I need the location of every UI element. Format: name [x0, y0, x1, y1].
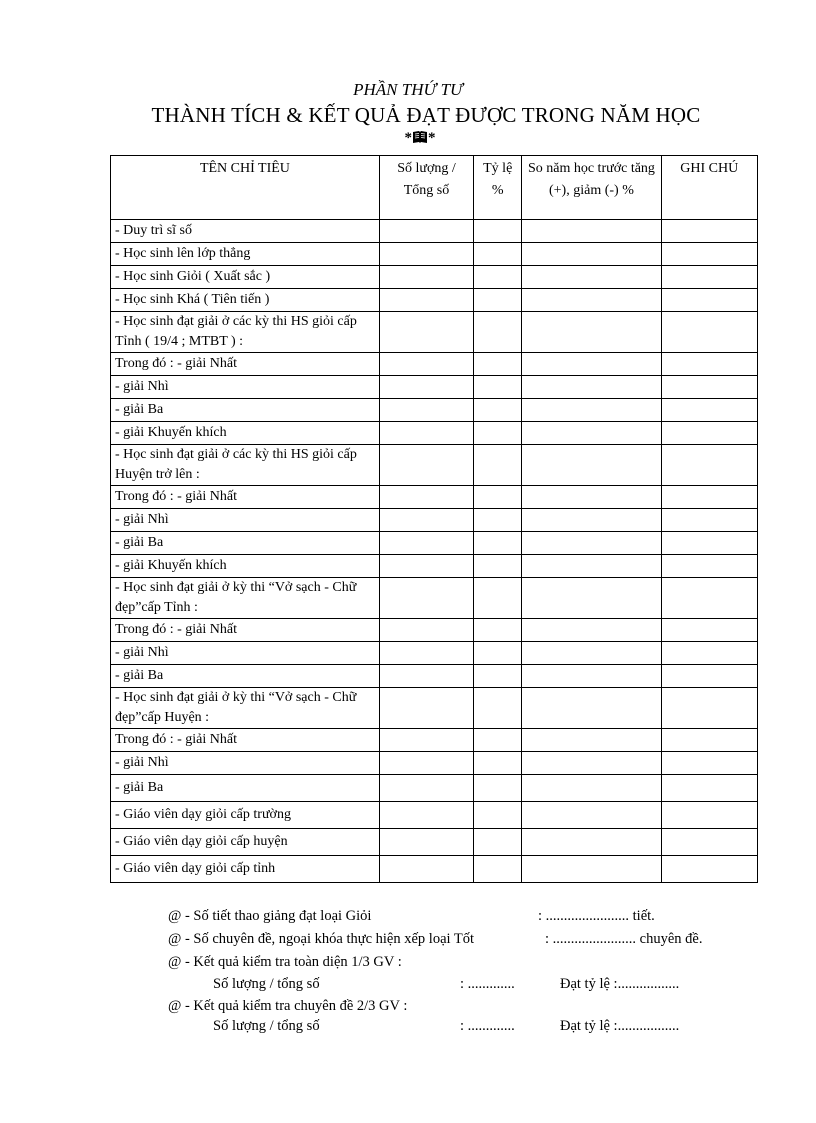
footer-line3-label: @ - Kết quả kiểm tra toàn diện 1/3 GV :	[168, 954, 402, 970]
compare-cell[interactable]	[522, 353, 661, 376]
row-label: Trong đó : - giải Nhất	[111, 353, 380, 376]
footer-line6-label: Số lượng / tổng số	[213, 1018, 320, 1034]
note-cell[interactable]	[661, 642, 757, 665]
rate-cell[interactable]	[474, 642, 522, 665]
row-label: - giải Nhì	[111, 642, 380, 665]
rate-cell[interactable]	[474, 532, 522, 555]
table-row	[111, 289, 758, 312]
note-cell[interactable]	[661, 578, 757, 619]
row-label: - giải Nhì	[111, 509, 380, 532]
quantity-cell[interactable]	[379, 729, 473, 752]
table-row	[111, 555, 758, 578]
rate-cell[interactable]	[474, 289, 522, 312]
rate-cell[interactable]	[474, 243, 522, 266]
compare-cell[interactable]	[522, 752, 661, 775]
table-row	[111, 578, 758, 619]
col-header-note: GHI CHÚ	[661, 156, 757, 220]
note-cell[interactable]	[661, 555, 757, 578]
compare-cell[interactable]	[522, 642, 661, 665]
footer-line4-rate[interactable]: Đạt tỷ lệ :.................	[560, 976, 680, 992]
compare-cell[interactable]	[522, 509, 661, 532]
rate-cell[interactable]	[474, 802, 522, 829]
rate-cell[interactable]	[474, 619, 522, 642]
compare-cell[interactable]	[522, 665, 661, 688]
table-row	[111, 486, 758, 509]
col-header-rate: Tỷ lệ %	[474, 156, 522, 220]
note-cell[interactable]	[661, 532, 757, 555]
quantity-cell[interactable]	[379, 422, 473, 445]
col-header-quantity: Số lượng / Tổng số	[379, 156, 473, 220]
rate-cell[interactable]	[474, 220, 522, 243]
note-cell[interactable]	[661, 802, 757, 829]
table-row	[111, 856, 758, 883]
note-cell[interactable]	[661, 399, 757, 422]
compare-cell[interactable]	[522, 856, 661, 883]
quantity-cell[interactable]	[379, 829, 473, 856]
table-body	[111, 220, 758, 883]
rate-cell[interactable]	[474, 829, 522, 856]
col-header-compare: So năm học trước tăng (+), giảm (-) %	[522, 156, 661, 220]
footer-line1-label: @ - Số tiết thao giảng đạt loại Giỏi	[168, 908, 372, 924]
footer-line5-label: @ - Kết quả kiểm tra chuyên đề 2/3 GV :	[168, 998, 408, 1014]
row-label: - Học sinh đạt giải ở kỳ thi “Vở sạch - Chữ đẹp”cấp Huyện :	[111, 688, 380, 729]
quantity-cell[interactable]	[379, 578, 473, 619]
rate-cell[interactable]	[474, 266, 522, 289]
row-label: - Giáo viên dạy giỏi cấp huyện	[111, 829, 380, 856]
row-label: - giải Ba	[111, 665, 380, 688]
note-cell[interactable]	[661, 220, 757, 243]
rate-cell[interactable]	[474, 578, 522, 619]
quantity-cell[interactable]	[379, 642, 473, 665]
col-header-name: TÊN CHỈ TIÊU	[111, 156, 380, 220]
table-row	[111, 665, 758, 688]
quantity-cell[interactable]	[379, 752, 473, 775]
row-label: - Học sinh đạt giải ở các kỳ thi HS giỏi cấp Tỉnh ( 19/4 ; MTBT ) :	[111, 312, 380, 353]
quantity-cell[interactable]	[379, 688, 473, 729]
note-cell[interactable]	[661, 729, 757, 752]
compare-cell[interactable]	[522, 376, 661, 399]
rate-cell[interactable]	[474, 555, 522, 578]
quantity-cell[interactable]	[379, 376, 473, 399]
footer-line1-value[interactable]: : ....................... tiết.	[538, 908, 655, 924]
row-label: - Giáo viên dạy giỏi cấp trường	[111, 802, 380, 829]
note-cell[interactable]	[661, 243, 757, 266]
quantity-cell[interactable]	[379, 856, 473, 883]
compare-cell[interactable]	[522, 266, 661, 289]
table-row	[111, 509, 758, 532]
compare-cell[interactable]	[522, 729, 661, 752]
rate-cell[interactable]	[474, 422, 522, 445]
rate-cell[interactable]	[474, 353, 522, 376]
table-row	[111, 729, 758, 752]
quantity-cell[interactable]	[379, 220, 473, 243]
note-cell[interactable]	[661, 422, 757, 445]
quantity-cell[interactable]	[379, 619, 473, 642]
row-label: Trong đó : - giải Nhất	[111, 729, 380, 752]
quantity-cell[interactable]	[379, 509, 473, 532]
compare-cell[interactable]	[522, 619, 661, 642]
rate-cell[interactable]	[474, 312, 522, 353]
rate-cell[interactable]	[474, 445, 522, 486]
row-label: - giải Nhì	[111, 752, 380, 775]
note-cell[interactable]	[661, 829, 757, 856]
compare-cell[interactable]	[522, 220, 661, 243]
table-row	[111, 619, 758, 642]
note-cell[interactable]	[661, 486, 757, 509]
footer-line6-value[interactable]: : .............	[460, 1018, 515, 1034]
rate-cell[interactable]	[474, 486, 522, 509]
table-row	[111, 445, 758, 486]
quantity-cell[interactable]	[379, 486, 473, 509]
table-row	[111, 688, 758, 729]
quantity-cell[interactable]	[379, 802, 473, 829]
footer-line4-label: Số lượng / tổng số	[213, 976, 320, 992]
table-row	[111, 532, 758, 555]
compare-cell[interactable]	[522, 775, 661, 802]
row-label: Trong đó : - giải Nhất	[111, 486, 380, 509]
row-label: - giải Ba	[111, 775, 380, 802]
row-label: - giải Khuyến khích	[111, 422, 380, 445]
rate-cell[interactable]	[474, 775, 522, 802]
table-row	[111, 312, 758, 353]
note-cell[interactable]	[661, 688, 757, 729]
quantity-cell[interactable]	[379, 532, 473, 555]
quantity-cell[interactable]	[379, 775, 473, 802]
row-label: - giải Ba	[111, 532, 380, 555]
note-cell[interactable]	[661, 775, 757, 802]
note-cell[interactable]	[661, 289, 757, 312]
note-cell[interactable]	[661, 376, 757, 399]
footer-line2-value[interactable]: : ....................... chuyên đề.	[545, 931, 703, 947]
quantity-cell[interactable]	[379, 266, 473, 289]
quantity-cell[interactable]	[379, 289, 473, 312]
rate-cell[interactable]	[474, 665, 522, 688]
rate-cell[interactable]	[474, 752, 522, 775]
compare-cell[interactable]	[522, 312, 661, 353]
note-cell[interactable]	[661, 445, 757, 486]
rate-cell[interactable]	[474, 729, 522, 752]
rate-cell[interactable]	[474, 509, 522, 532]
row-label: - giải Ba	[111, 399, 380, 422]
table-row	[111, 802, 758, 829]
compare-cell[interactable]	[522, 555, 661, 578]
note-cell[interactable]	[661, 353, 757, 376]
quantity-cell[interactable]	[379, 353, 473, 376]
table-row	[111, 376, 758, 399]
quantity-cell[interactable]	[379, 399, 473, 422]
compare-cell[interactable]	[522, 829, 661, 856]
title-ornament	[0, 130, 816, 147]
row-label: - giải Nhì	[111, 376, 380, 399]
compare-cell[interactable]	[522, 486, 661, 509]
note-cell[interactable]	[661, 509, 757, 532]
row-label: - Giáo viên dạy giỏi cấp tỉnh	[111, 856, 380, 883]
row-label: - Học sinh lên lớp thẳng	[111, 243, 380, 266]
row-label: Trong đó : - giải Nhất	[111, 619, 380, 642]
table-row	[111, 775, 758, 802]
ornament-star-left: *	[404, 130, 412, 146]
table-row	[111, 353, 758, 376]
compare-cell[interactable]	[522, 399, 661, 422]
table-row	[111, 243, 758, 266]
quantity-cell[interactable]	[379, 312, 473, 353]
compare-cell[interactable]	[522, 532, 661, 555]
row-label: - Duy trì sĩ số	[111, 220, 380, 243]
row-label: - Học sinh Khá ( Tiên tiến )	[111, 289, 380, 312]
table-row	[111, 422, 758, 445]
compare-cell[interactable]	[522, 802, 661, 829]
note-cell[interactable]	[661, 856, 757, 883]
table-row	[111, 752, 758, 775]
quantity-cell[interactable]	[379, 665, 473, 688]
table-row	[111, 220, 758, 243]
footer-line6-rate[interactable]: Đạt tỷ lệ :.................	[560, 1018, 680, 1034]
compare-cell[interactable]	[522, 422, 661, 445]
ornament-star-right: *	[428, 130, 436, 146]
compare-cell[interactable]	[522, 243, 661, 266]
row-label: - Học sinh đạt giải ở các kỳ thi HS giỏi cấp Huyện trở lên :	[111, 445, 380, 486]
row-label: - Học sinh đạt giải ở kỳ thi “Vở sạch - Chữ đẹp”cấp Tỉnh :	[111, 578, 380, 619]
achievement-table	[110, 155, 758, 883]
quantity-cell[interactable]	[379, 555, 473, 578]
compare-cell[interactable]	[522, 688, 661, 729]
page-subtitle: PHẦN THỨ TƯ	[353, 80, 463, 99]
note-cell[interactable]	[661, 619, 757, 642]
rate-cell[interactable]	[474, 688, 522, 729]
quantity-cell[interactable]	[379, 243, 473, 266]
note-cell[interactable]	[661, 665, 757, 688]
compare-cell[interactable]	[522, 578, 661, 619]
row-label: - Học sinh Giỏi ( Xuất sắc )	[111, 266, 380, 289]
table-row	[111, 266, 758, 289]
open-book-icon	[412, 130, 428, 144]
note-cell[interactable]	[661, 752, 757, 775]
compare-cell[interactable]	[522, 445, 661, 486]
quantity-cell[interactable]	[379, 445, 473, 486]
footer-line2-label: @ - Số chuyên đề, ngoại khóa thực hiện xếp loại Tốt	[168, 931, 475, 947]
table-row	[111, 829, 758, 856]
rate-cell[interactable]	[474, 399, 522, 422]
page-title: THÀNH TÍCH & KẾT QUẢ ĐẠT ĐƯỢC TRONG NĂM HỌC	[151, 103, 701, 127]
table-row	[111, 642, 758, 665]
rate-cell[interactable]	[474, 856, 522, 883]
rate-cell[interactable]	[474, 376, 522, 399]
table-row	[111, 399, 758, 422]
footer-line4-value[interactable]: : .............	[460, 976, 515, 992]
row-label: - giải Khuyến khích	[111, 555, 380, 578]
note-cell[interactable]	[661, 266, 757, 289]
note-cell[interactable]	[661, 312, 757, 353]
compare-cell[interactable]	[522, 289, 661, 312]
